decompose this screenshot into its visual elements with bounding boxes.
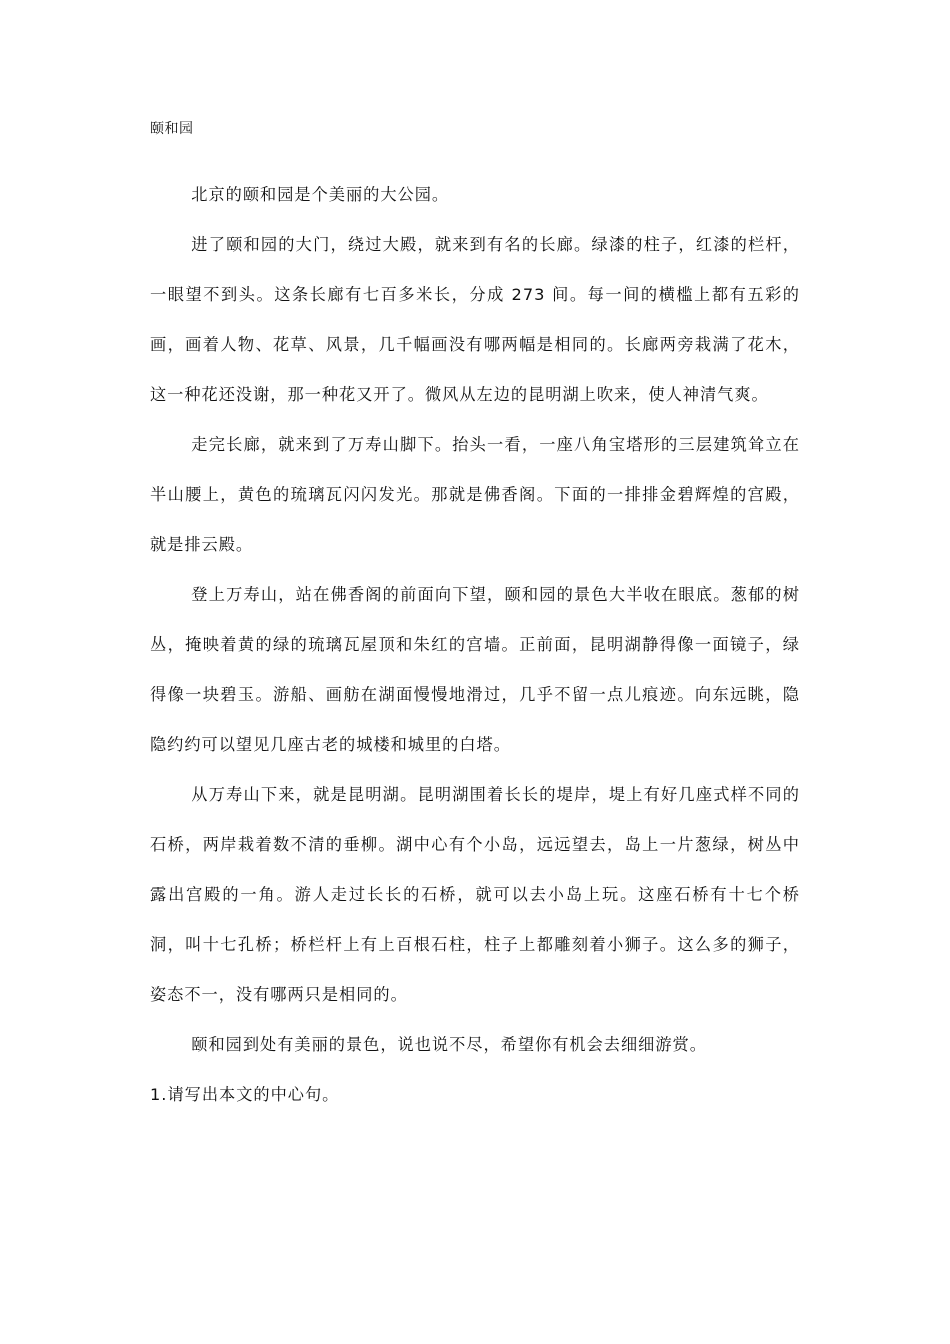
paragraph-6: 颐和园到处有美丽的景色，说也说不尽，希望你有机会去细细游赏。: [191, 1035, 707, 1054]
paragraph-3: 走完长廊，就来到了万寿山脚下。抬头一看，一座八角宝塔形的三层建筑耸立在半山腰上，黄色的琉璃瓦闪闪发光。那就是佛香阁。下面的一排排金碧辉煌的宫殿，就是排云殿。: [150, 435, 800, 554]
paragraph-2: 进了颐和园的大门，绕过大殿，就来到有名的长廊。绿漆的柱子，红漆的栏杆，一眼望不到头。这条长廊有七百多米长，分成 273 间。每一间的横槛上都有五彩的画，画着人物、花草、风景，几千幅画没有哪两幅是相同的。长廊两旁栽满了花木，这一种花还没谢，那一种花又开了。微风从左边的昆明湖上吹来，使人神清气爽。: [150, 235, 800, 404]
document-title: 颐和园: [150, 121, 194, 137]
paragraph-1: 北京的颐和园是个美丽的大公园。: [191, 185, 450, 204]
article-body: [150, 170, 800, 1120]
question-1: 1.请写出本文的中心句。: [150, 1085, 340, 1104]
paragraph-5: 从万寿山下来，就是昆明湖。昆明湖围着长长的堤岸，堤上有好几座式样不同的石桥，两岸栽着数不清的垂柳。湖中心有个小岛，远远望去，岛上一片葱绿，树丛中露出宫殿的一角。游人走过长长的石桥，就可以去小岛上玩。这座石桥有十七个桥洞，叫十七孔桥；桥栏杆上有上百根石柱，柱子上都雕刻着小狮子。这么多的狮子，姿态不一，没有哪两只是相同的。: [150, 785, 800, 1004]
paragraph-4: 登上万寿山，站在佛香阁的前面向下望，颐和园的景色大半收在眼底。葱郁的树丛，掩映着黄的绿的琉璃瓦屋顶和朱红的宫墙。正前面，昆明湖静得像一面镜子，绿得像一块碧玉。游船、画舫在湖面慢慢地滑过，几乎不留一点儿痕迹。向东远眺，隐隐约约可以望见几座古老的城楼和城里的白塔。: [150, 585, 800, 754]
